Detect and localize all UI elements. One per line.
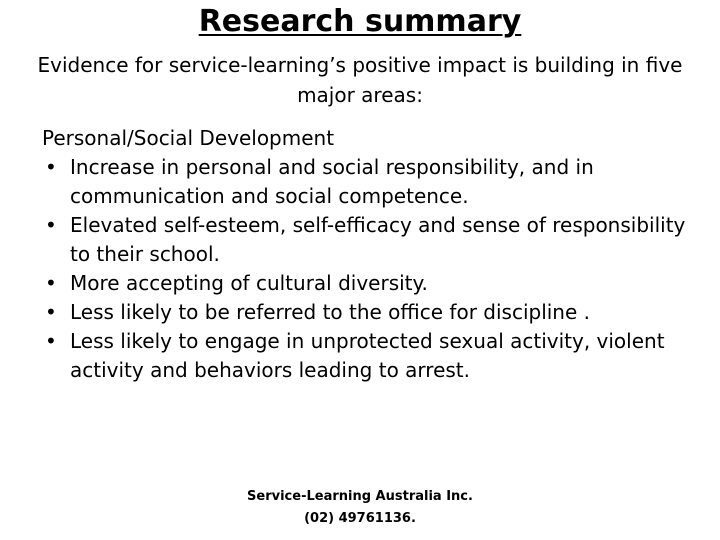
footer-phone: (02) 49761136.	[304, 511, 416, 526]
slide-title: Research summary	[198, 4, 522, 39]
slide-footer	[0, 486, 720, 530]
bullet-text: Elevated self-esteem, self-efficacy and sense of responsibility to their school.	[70, 213, 686, 266]
bullet-icon: •	[45, 300, 57, 324]
bullet-icon: •	[45, 329, 57, 353]
bullet-text: Less likely to engage in unprotected sexual activity, violent activity and behaviors leading to arrest.	[70, 329, 665, 382]
bullet-item	[42, 298, 702, 327]
bullet-icon: •	[45, 155, 57, 179]
slide-subtitle: Evidence for service-learning’s positive impact is building in five major areas:	[37, 53, 683, 107]
bullet-item	[42, 211, 702, 269]
slide-body	[42, 124, 702, 385]
bullet-item	[42, 327, 702, 385]
bullet-text: Less likely to be referred to the office for discipline .	[70, 300, 590, 324]
bullet-list	[42, 153, 702, 385]
bullet-item	[42, 153, 702, 211]
bullet-text: More accepting of cultural diversity.	[70, 271, 428, 295]
bullet-item	[42, 269, 702, 298]
bullet-icon: •	[45, 271, 57, 295]
section-heading: Personal/Social Development	[42, 126, 335, 150]
bullet-text: Increase in personal and social responsibility, and in communication and social competence.	[70, 155, 594, 208]
bullet-icon: •	[45, 213, 57, 237]
footer-organization: Service-Learning Australia Inc.	[247, 489, 473, 504]
